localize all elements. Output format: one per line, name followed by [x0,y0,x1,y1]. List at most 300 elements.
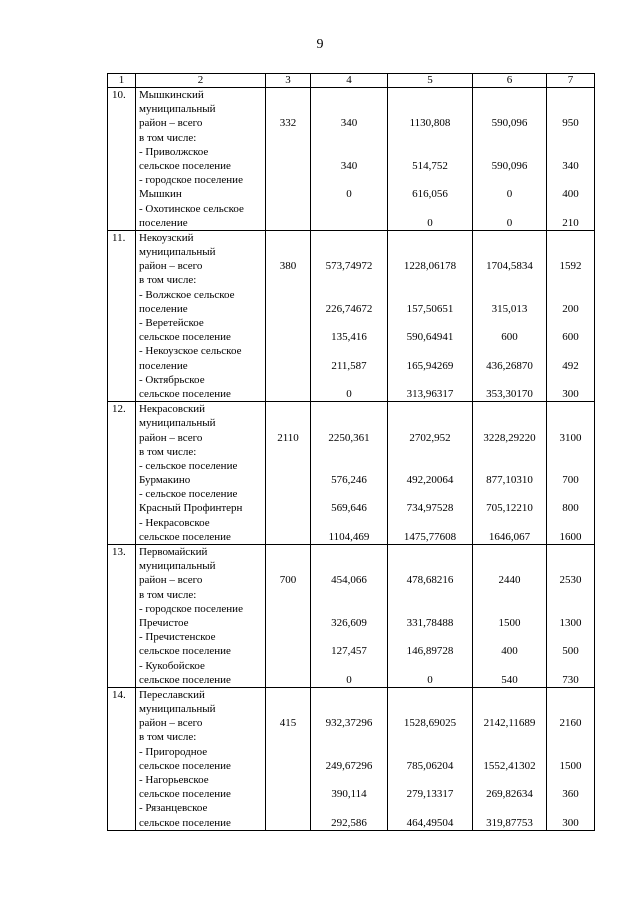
col-4-value-line [311,801,387,815]
col-7-value-line: 500 [562,645,579,658]
col-3-value-line [266,501,310,515]
col-6-value-line: 540 [501,673,518,686]
col-5-value [388,88,473,231]
col-3-value-line [266,216,310,230]
col-5-value-line: 1228,06178 [403,260,457,273]
col-7-value-line: 730 [562,673,579,686]
col-4-value [311,88,388,231]
col-4-value-line [311,231,387,245]
col-7-value-line: 1500 [559,759,582,772]
col-5-value-line [388,459,472,473]
col-7-value-line [547,173,594,187]
col-3-value-line: 415 [279,717,297,730]
col-6-value-line [473,487,546,501]
col-6-value-line [473,245,546,259]
col-5-value-line: 331,78488 [406,616,454,629]
district-name-line: в том числе: [139,731,197,744]
col-6-value-line [473,773,546,787]
col-6-value-line: 877,10310 [486,474,533,487]
col-3-value-line [266,387,310,401]
col-4-value-line: 249,67296 [325,759,373,772]
district-name-line: Некоузский [139,231,194,244]
district-name-line: район – всего [139,574,203,587]
col-7-value-line: 360 [562,788,579,801]
col-4-value-line [311,145,387,159]
col-3-value-line [266,630,310,644]
col-5-value-line: 734,97528 [406,502,454,515]
col-5-value-line: 785,06204 [406,759,454,772]
col-6-value-line [473,459,546,473]
col-4-value-line [311,316,387,330]
row-number: 10. [108,88,136,231]
col-3-value-line [266,588,310,602]
col-6-value-line [473,688,546,702]
district-name-line: поселение [139,216,188,229]
col-7-value-line: 300 [562,816,579,829]
col-4-value-line [311,373,387,387]
col-4-value-line: 0 [346,188,352,201]
col-6-value-line: 353,30170 [486,387,533,400]
district-name-line: - Пречистенское [139,631,216,644]
col-4-value-line [311,288,387,302]
col-6-value-line: 2440 [498,574,521,587]
col-3-value-line [266,516,310,530]
col-4-value [311,230,388,401]
col-5-value-line [388,402,472,416]
col-5-value-line [388,702,472,716]
col-3-value-line [266,273,310,287]
district-name-line: в том числе: [139,131,197,144]
col-4-value-line: 135,416 [331,331,367,344]
col-6-value-line: 590,096 [491,159,528,172]
col-5-value-line [388,316,472,330]
col-4-value-line [311,173,387,187]
col-6-value-line: 315,013 [491,302,528,315]
col-3-value-line [266,159,310,173]
col-6-value-line [473,516,546,530]
col-6-value-line [473,588,546,602]
col-7-value-line: 340 [562,159,579,172]
table-row [108,545,595,688]
district-name-line: сельское поселение [139,788,231,801]
col-5-value-line [388,344,472,358]
district-name-line: - Нагорьевское [139,774,209,786]
col-6-value-line [473,445,546,459]
col-6-value-line: 1500 [498,616,521,629]
col-4-value-line [311,745,387,759]
col-3-value [266,402,311,545]
col-7-value-line: 1592 [559,260,582,273]
col-7-value-line [547,402,594,416]
col-5-value-line [388,88,472,102]
col-5-value-line: 590,64941 [406,331,454,344]
col-5-value-line [388,730,472,744]
col-4-value-line [311,216,387,230]
col-4-value-line: 292,586 [331,816,367,829]
district-name-line: Бурмакино [139,474,191,487]
district-name-line: сельское поселение [139,159,231,172]
col-7-value-line: 2160 [559,717,582,730]
page-number: 9 [316,37,324,52]
col-4-value-line [311,245,387,259]
col-4-value-line [311,730,387,744]
col-6-value-line [473,373,546,387]
col-3-value-line [266,102,310,116]
col-3-value-line [266,659,310,673]
col-5-value-line [388,516,472,530]
col-4-value-line [311,102,387,116]
district-name-line: район – всего [139,260,203,273]
district-name-line: в том числе: [139,588,197,601]
district-name-line: - городское поселение [139,602,243,615]
col-6-value-line [473,702,546,716]
col-3-value-line [266,644,310,658]
district-name-line: Мышкинский [139,89,204,101]
col-7-value-line [547,202,594,216]
district-name-line: сельское поселение [139,331,231,344]
col-5-value-line [388,173,472,187]
col-5-value [388,545,473,688]
col-5-value-line [388,231,472,245]
district-name [136,687,266,830]
col-3-value-line [266,602,310,616]
district-name-line: Пречистое [139,616,189,629]
col-7-value-line [547,273,594,287]
col-5-value-line [388,559,472,573]
col-5-value-line [388,745,472,759]
col-3-value-line [266,545,310,559]
col-6-value-line: 1552,41302 [483,759,536,772]
col-6-value-line [473,202,546,216]
col-3-value [266,230,311,401]
district-name-line: - Рязанцевское [139,802,208,815]
col-7-value-line: 2530 [559,574,582,587]
col-4-value [311,545,388,688]
col-4-value-line [311,487,387,501]
district-name-line: - сельское поселение [139,488,238,501]
col-6-value-line [473,273,546,287]
district-name-line: - Некрасовское [139,516,210,529]
col-7-value-line [547,801,594,815]
col-7-value-line [547,688,594,702]
col-5-value-line [388,801,472,815]
district-name-line: сельское поселение [139,645,231,658]
col-6-value-line: 2142,11689 [483,717,536,730]
col-4-value-line: 2250,361 [328,431,370,444]
col-header-4: 4 [311,74,388,88]
col-5-value-line: 0 [427,673,433,686]
col-3-value-line [266,344,310,358]
col-5-value-line [388,373,472,387]
col-7-value-line [547,602,594,616]
col-7-value-line: 400 [562,188,579,201]
col-header-5: 5 [388,74,473,88]
col-3-value-line [266,773,310,787]
col-7-value [547,545,595,688]
col-header-1: 1 [108,74,136,88]
col-6-value-line [473,545,546,559]
col-4-value-line: 1104,469 [328,530,370,543]
col-5-value-line: 279,13317 [406,788,454,801]
col-4-value-line: 127,457 [331,645,367,658]
col-3-value [266,687,311,830]
district-name-line: сельское поселение [139,816,231,829]
col-7-value-line [547,730,594,744]
col-5-value-line: 165,94269 [406,359,454,372]
col-7-value-line [547,88,594,102]
col-4-value [311,687,388,830]
district-name-line: - Охотинское сельское [139,202,244,215]
col-6-value [473,230,547,401]
col-5-value-line [388,288,472,302]
col-3-value-line [266,801,310,815]
col-6-value-line [473,416,546,430]
col-6-value-line [473,288,546,302]
district-name-line: - Волжское сельское [139,288,235,301]
col-4-value-line [311,459,387,473]
col-4-value-line: 340 [340,117,358,130]
col-5-value-line [388,245,472,259]
header-row [108,74,595,88]
col-3-value-line: 700 [279,574,297,587]
district-name [136,88,266,231]
col-7-value-line: 210 [562,216,579,229]
col-7-value-line [547,145,594,159]
col-3-value-line [266,373,310,387]
col-7-value-line [547,630,594,644]
district-name-line: Некрасовский [139,403,206,416]
col-3-value-line [266,473,310,487]
district-name-line: поселение [139,359,188,372]
col-4-value-line: 340 [340,159,358,172]
col-7-value-line: 600 [562,331,579,344]
col-6-value-line: 3228,29220 [483,431,536,444]
col-6-value-line: 0 [506,188,513,201]
district-name-line: в том числе: [139,445,197,458]
col-5-value-line: 313,96317 [406,387,454,400]
col-6-value-line [473,131,546,145]
district-name-line: - Некоузское сельское [139,345,242,358]
col-7-value-line: 492 [562,359,579,372]
col-7-value-line: 700 [562,474,579,487]
col-6-value-line [473,602,546,616]
col-header-6: 6 [473,74,547,88]
col-7-value-line [547,516,594,530]
col-6-value-line: 0 [506,216,513,229]
col-3-value-line [266,673,310,687]
col-7-value-line [547,773,594,787]
col-7-value-line [547,545,594,559]
col-7-value [547,230,595,401]
district-name-line: - сельское поселение [139,459,238,472]
col-6-value-line: 269,82634 [486,788,533,801]
col-5-value-line [388,445,472,459]
col-3-value-line [266,131,310,145]
col-7-value-line [547,588,594,602]
col-5-value-line [388,588,472,602]
col-5-value-line [388,688,472,702]
col-3-value-line [266,330,310,344]
col-3-value [266,545,311,688]
col-6-value-line: 705,12210 [486,502,533,515]
col-4-value-line: 390,114 [331,788,367,801]
col-4-value-line: 0 [346,387,352,400]
col-5-value-line [388,145,472,159]
col-4-value-line: 454,066 [331,574,367,587]
col-4-value-line: 576,246 [331,474,367,487]
row-number: 13. [108,545,136,688]
col-7-value-line: 3100 [559,431,582,444]
col-4-value-line [311,131,387,145]
col-5-value-line [388,487,472,501]
col-5-value-line: 2702,952 [409,431,451,444]
col-6-value-line [473,730,546,744]
district-name-line: муниципальный [139,103,216,116]
district-name [136,545,266,688]
district-name-line: - Кукобойское [139,659,205,672]
col-6-value-line [473,102,546,116]
col-5-value-line [388,659,472,673]
col-4-value-line: 569,646 [331,502,367,515]
col-7-value-line [547,487,594,501]
district-name-line: - городское поселение [139,174,243,187]
col-3-value-line [266,559,310,573]
col-4-value-line: 326,609 [331,616,367,629]
district-name-line: муниципальный [139,417,216,430]
col-4-value-line [311,702,387,716]
col-7-value [547,402,595,545]
district-name-line: муниципальный [139,703,216,716]
col-5-value-line: 157,50651 [406,302,454,315]
col-5-value-line [388,202,472,216]
col-3-value-line [266,402,310,416]
row-number: 11. [108,230,136,401]
col-4-value-line [311,416,387,430]
district-name-line: Первомайский [139,546,208,558]
budget-table [107,73,595,831]
table-row [108,88,595,231]
col-3-value-line [266,702,310,716]
col-5-value-line: 616,056 [412,188,448,201]
col-3-value-line [266,459,310,473]
col-5-value-line: 146,89728 [406,645,454,658]
col-7-value-line [547,344,594,358]
col-header-7: 7 [547,74,595,88]
col-7-value-line [547,288,594,302]
district-name-line: район – всего [139,117,203,130]
col-6-value-line [473,559,546,573]
district-name [136,230,266,401]
col-4-value-line [311,688,387,702]
district-name-line: сельское поселение [139,673,231,686]
district-name-line: сельское поселение [139,387,231,400]
district-name-line: Красный Профинтерн [139,502,243,515]
col-5-value-line [388,273,472,287]
col-7-value-line [547,102,594,116]
col-4-value-line [311,516,387,530]
col-3-value-line [266,487,310,501]
col-4-value-line: 0 [346,673,352,686]
col-5-value-line: 492,20064 [406,474,454,487]
col-7-value-line [547,559,594,573]
col-6-value [473,88,547,231]
col-4-value-line [311,630,387,644]
col-7-value-line [547,373,594,387]
col-6-value-line [473,173,546,187]
col-5-value-line [388,416,472,430]
col-header-2: 2 [136,74,266,88]
district-name-line: - Веретейское [139,317,204,329]
col-3-value-line [266,816,310,830]
col-7-value-line [547,702,594,716]
col-6-value-line: 600 [501,331,518,344]
col-7-value [547,687,595,830]
table-row [108,402,595,545]
col-4-value-line [311,545,387,559]
col-3-value [266,88,311,231]
col-5-value-line [388,630,472,644]
table-row [108,230,595,401]
col-5-value-line [388,102,472,116]
col-5-value [388,230,473,401]
col-7-value-line: 1600 [559,530,582,543]
col-4-value-line [311,602,387,616]
col-6-value-line [473,316,546,330]
col-3-value-line [266,416,310,430]
col-6-value-line: 1646,067 [488,530,531,543]
col-5-value [388,687,473,830]
district-name-line: Мышкин [139,188,182,201]
col-5-value-line [388,545,472,559]
col-3-value-line [266,530,310,544]
col-4-value [311,402,388,545]
table-row [108,687,595,830]
col-7-value-line [547,745,594,759]
district-name-line: поселение [139,302,188,315]
col-6-value-line: 319,87753 [486,816,533,829]
col-5-value-line [388,131,472,145]
district-name-line: в том числе: [139,274,197,287]
col-6-value [473,687,547,830]
col-7-value-line [547,459,594,473]
col-3-value-line [266,288,310,302]
col-3-value-line [266,316,310,330]
col-7-value-line [547,416,594,430]
col-3-value-line [266,145,310,159]
col-6-value [473,545,547,688]
col-3-value-line [266,231,310,245]
district-name-line: муниципальный [139,246,216,259]
col-3-value-line: 2110 [277,431,299,444]
col-7-value-line: 800 [562,502,579,515]
col-6-value-line [473,88,546,102]
col-3-value-line [266,730,310,744]
col-5-value [388,402,473,545]
col-6-value-line: 436,26870 [486,359,533,372]
col-6-value-line [473,344,546,358]
col-4-value-line [311,344,387,358]
col-7-value-line [547,445,594,459]
district-name-line: сельское поселение [139,530,231,543]
col-5-value-line: 1528,69025 [403,717,457,730]
col-5-value-line: 1475,77608 [403,530,457,543]
col-3-value-line: 332 [279,117,297,130]
col-7-value-line: 300 [562,387,579,400]
col-6-value-line [473,402,546,416]
col-7-value-line [547,231,594,245]
col-6-value [473,402,547,545]
col-6-value-line [473,145,546,159]
